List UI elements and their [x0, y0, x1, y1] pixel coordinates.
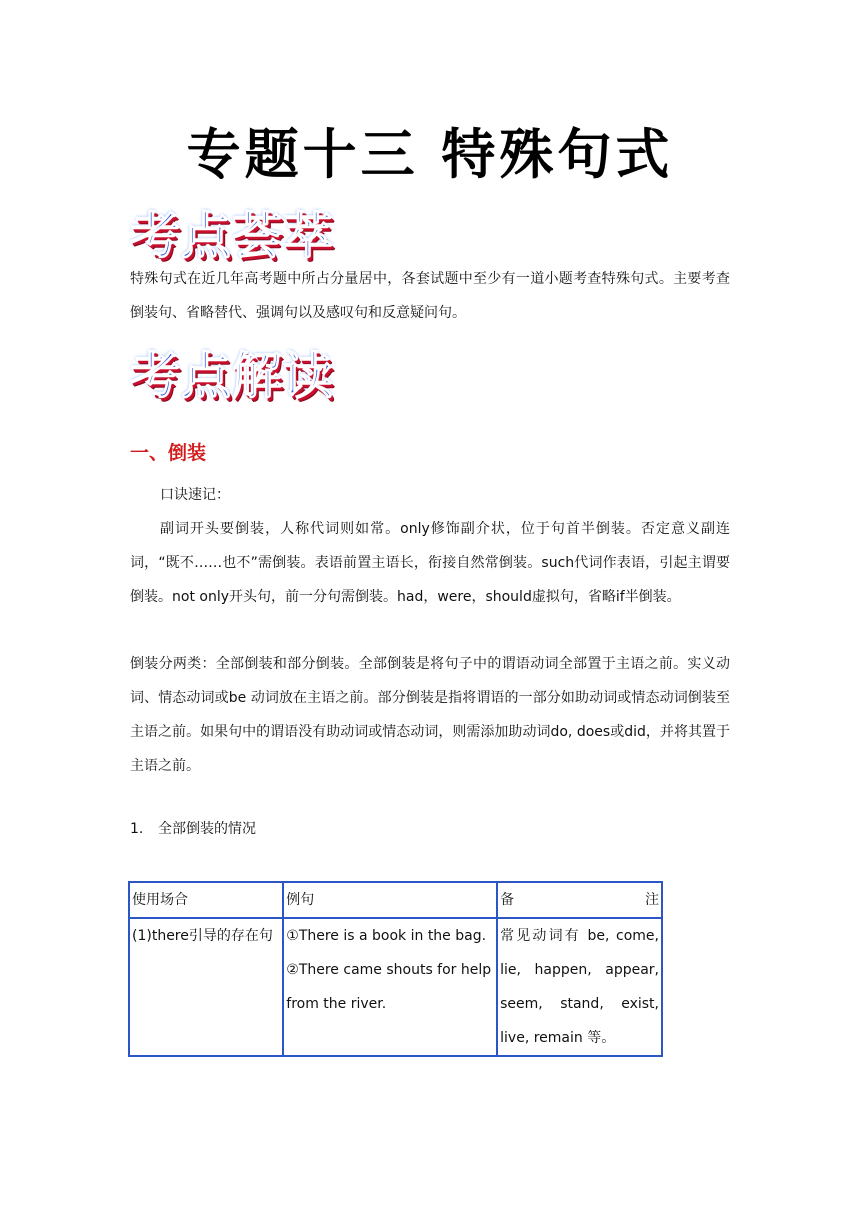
- example-sentence: ②There came shouts for help: [286, 962, 492, 978]
- banner-kaodian-huicui: 考点荟萃: [130, 207, 334, 265]
- example-sentence-continued: from the river.: [286, 996, 387, 1012]
- page-title: 专题十三 特殊句式: [186, 122, 674, 186]
- note-line: live, remain 等。: [500, 1030, 616, 1046]
- subsection-title: 全部倒装的情况: [158, 821, 256, 837]
- note-line: lie, happen, appear,: [500, 962, 659, 978]
- mnemonic-label: 口诀速记：: [160, 487, 230, 503]
- mnemonic-paragraph: 副词开头要倒装，人称代词则如常。only修饰副介状，位于句首半倒装。否定意义副连词，“既不……也不”需倒装。表语前置主语长，衔接自然常倒装。such代词作表语，引起主谓要倒装。not only开头句，前一分句需倒装。had，were，should虚拟句，省略if半倒装。: [130, 521, 730, 605]
- intro-paragraph: 特殊句式在近几年高考题中所占分量居中，各套试题中至少有一道小题考查特殊句式。主要考查倒装句、省略替代、强调句以及感叹句和反意疑问句。: [130, 271, 730, 321]
- note-cell: [497, 918, 662, 1056]
- table-header-row: [129, 882, 662, 918]
- note-line: seem, stand, exist,: [500, 996, 659, 1012]
- table-header-cell: 使用场合: [129, 882, 283, 918]
- example-sentence: ①There is a book in the bag.: [286, 928, 487, 944]
- subsection-heading: [130, 818, 256, 838]
- inversion-types-paragraph: 倒装分两类：全部倒装和部分倒装。全部倒装是将句子中的谓语动词全部置于主语之前。实义动词、情态动词或be 动词放在主语之前。部分倒装是指将谓语的一部分如助动词或情态动词倒装至主语之前。如果句中的谓语没有助动词或情态动词，则需添加助动词do, does或did，并将其置于主语之前。: [130, 656, 730, 774]
- usage-cell: (1)there引导的存在句: [129, 918, 283, 1056]
- table-header-cell: 例句: [283, 882, 497, 918]
- note-line: 常见动词有 be, come,: [500, 928, 659, 944]
- section-heading-inversion: 一、倒装: [130, 442, 207, 464]
- table-header-cell: 备注: [497, 882, 662, 918]
- banner-kaodian-jiedu: 考点解读: [130, 347, 334, 405]
- subsection-number: 1.: [130, 821, 144, 837]
- full-inversion-table: [128, 881, 663, 1057]
- table-row: [129, 918, 662, 1056]
- example-cell: [283, 918, 497, 1056]
